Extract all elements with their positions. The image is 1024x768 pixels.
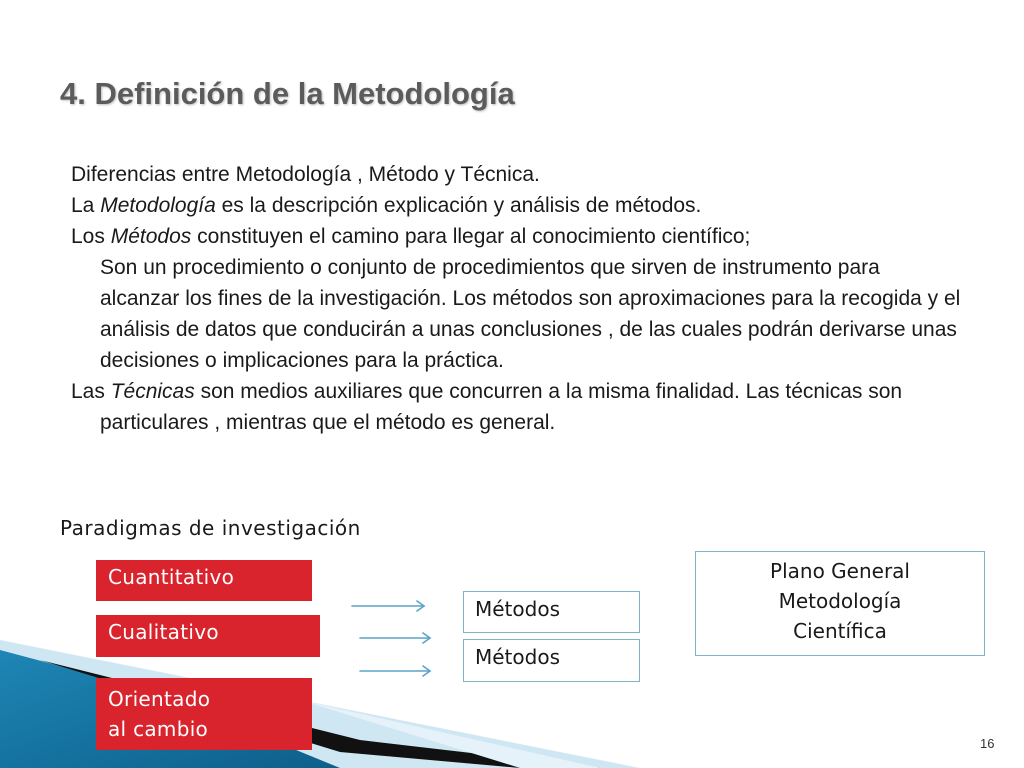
metodologia-rest: es la descripción explicación y análisis de métodos. xyxy=(215,194,702,217)
paradigm-cualitativo-box: Cualitativo xyxy=(96,615,320,657)
slide-title: 4. Definición de la Metodología xyxy=(60,76,515,111)
metodos-rest: constituyen el camino para llegar al conocimiento científico; xyxy=(191,225,751,248)
body-text xyxy=(71,159,961,438)
plano-line-3: Científica xyxy=(793,619,887,643)
plano-line-1: Plano General xyxy=(770,559,910,583)
metodos-box-1: Métodos xyxy=(463,591,640,633)
paradigms-label: Paradigmas de investigación xyxy=(60,516,361,540)
plano-general-box xyxy=(695,551,985,656)
plano-line-2: Metodología xyxy=(778,589,902,613)
tecnicas-rest: son medios auxiliares que concurren a la misma finalidad. Las técnicas son particulares , mientras que el método es general. xyxy=(100,380,903,434)
tecnicas-prefix: Las xyxy=(71,380,111,403)
metodos-detail: Son un procedimiento o conjunto de procedimientos que sirven de instrumento para alcanzar los fines de la investigación. Los métodos son aproximaciones para la recogida y el análisis de datos que conducirán a unas conclusiones , de las cuales podrán derivarse unas decisiones o implicaciones para la práctica. xyxy=(100,256,961,372)
tecnicas-term: Técnicas xyxy=(110,380,195,403)
differences-line: Diferencias entre Metodología , Método y Técnica. xyxy=(71,163,540,186)
slide-number: 16 xyxy=(980,736,995,751)
metodos-prefix: Los xyxy=(71,225,111,248)
metodologia-prefix: La xyxy=(71,194,101,217)
metodologia-term: Metodología xyxy=(100,194,216,217)
metodologia-definition xyxy=(71,190,961,221)
metodos-box-2: Métodos xyxy=(463,639,640,682)
metodos-term: Métodos xyxy=(110,225,192,248)
tecnicas-definition xyxy=(71,376,961,438)
paradigm-orientado-box: Orientado al cambio xyxy=(96,678,312,750)
paradigm-cuantitativo-box: Cuantitativo xyxy=(96,560,312,601)
metodos-definition xyxy=(71,221,961,252)
